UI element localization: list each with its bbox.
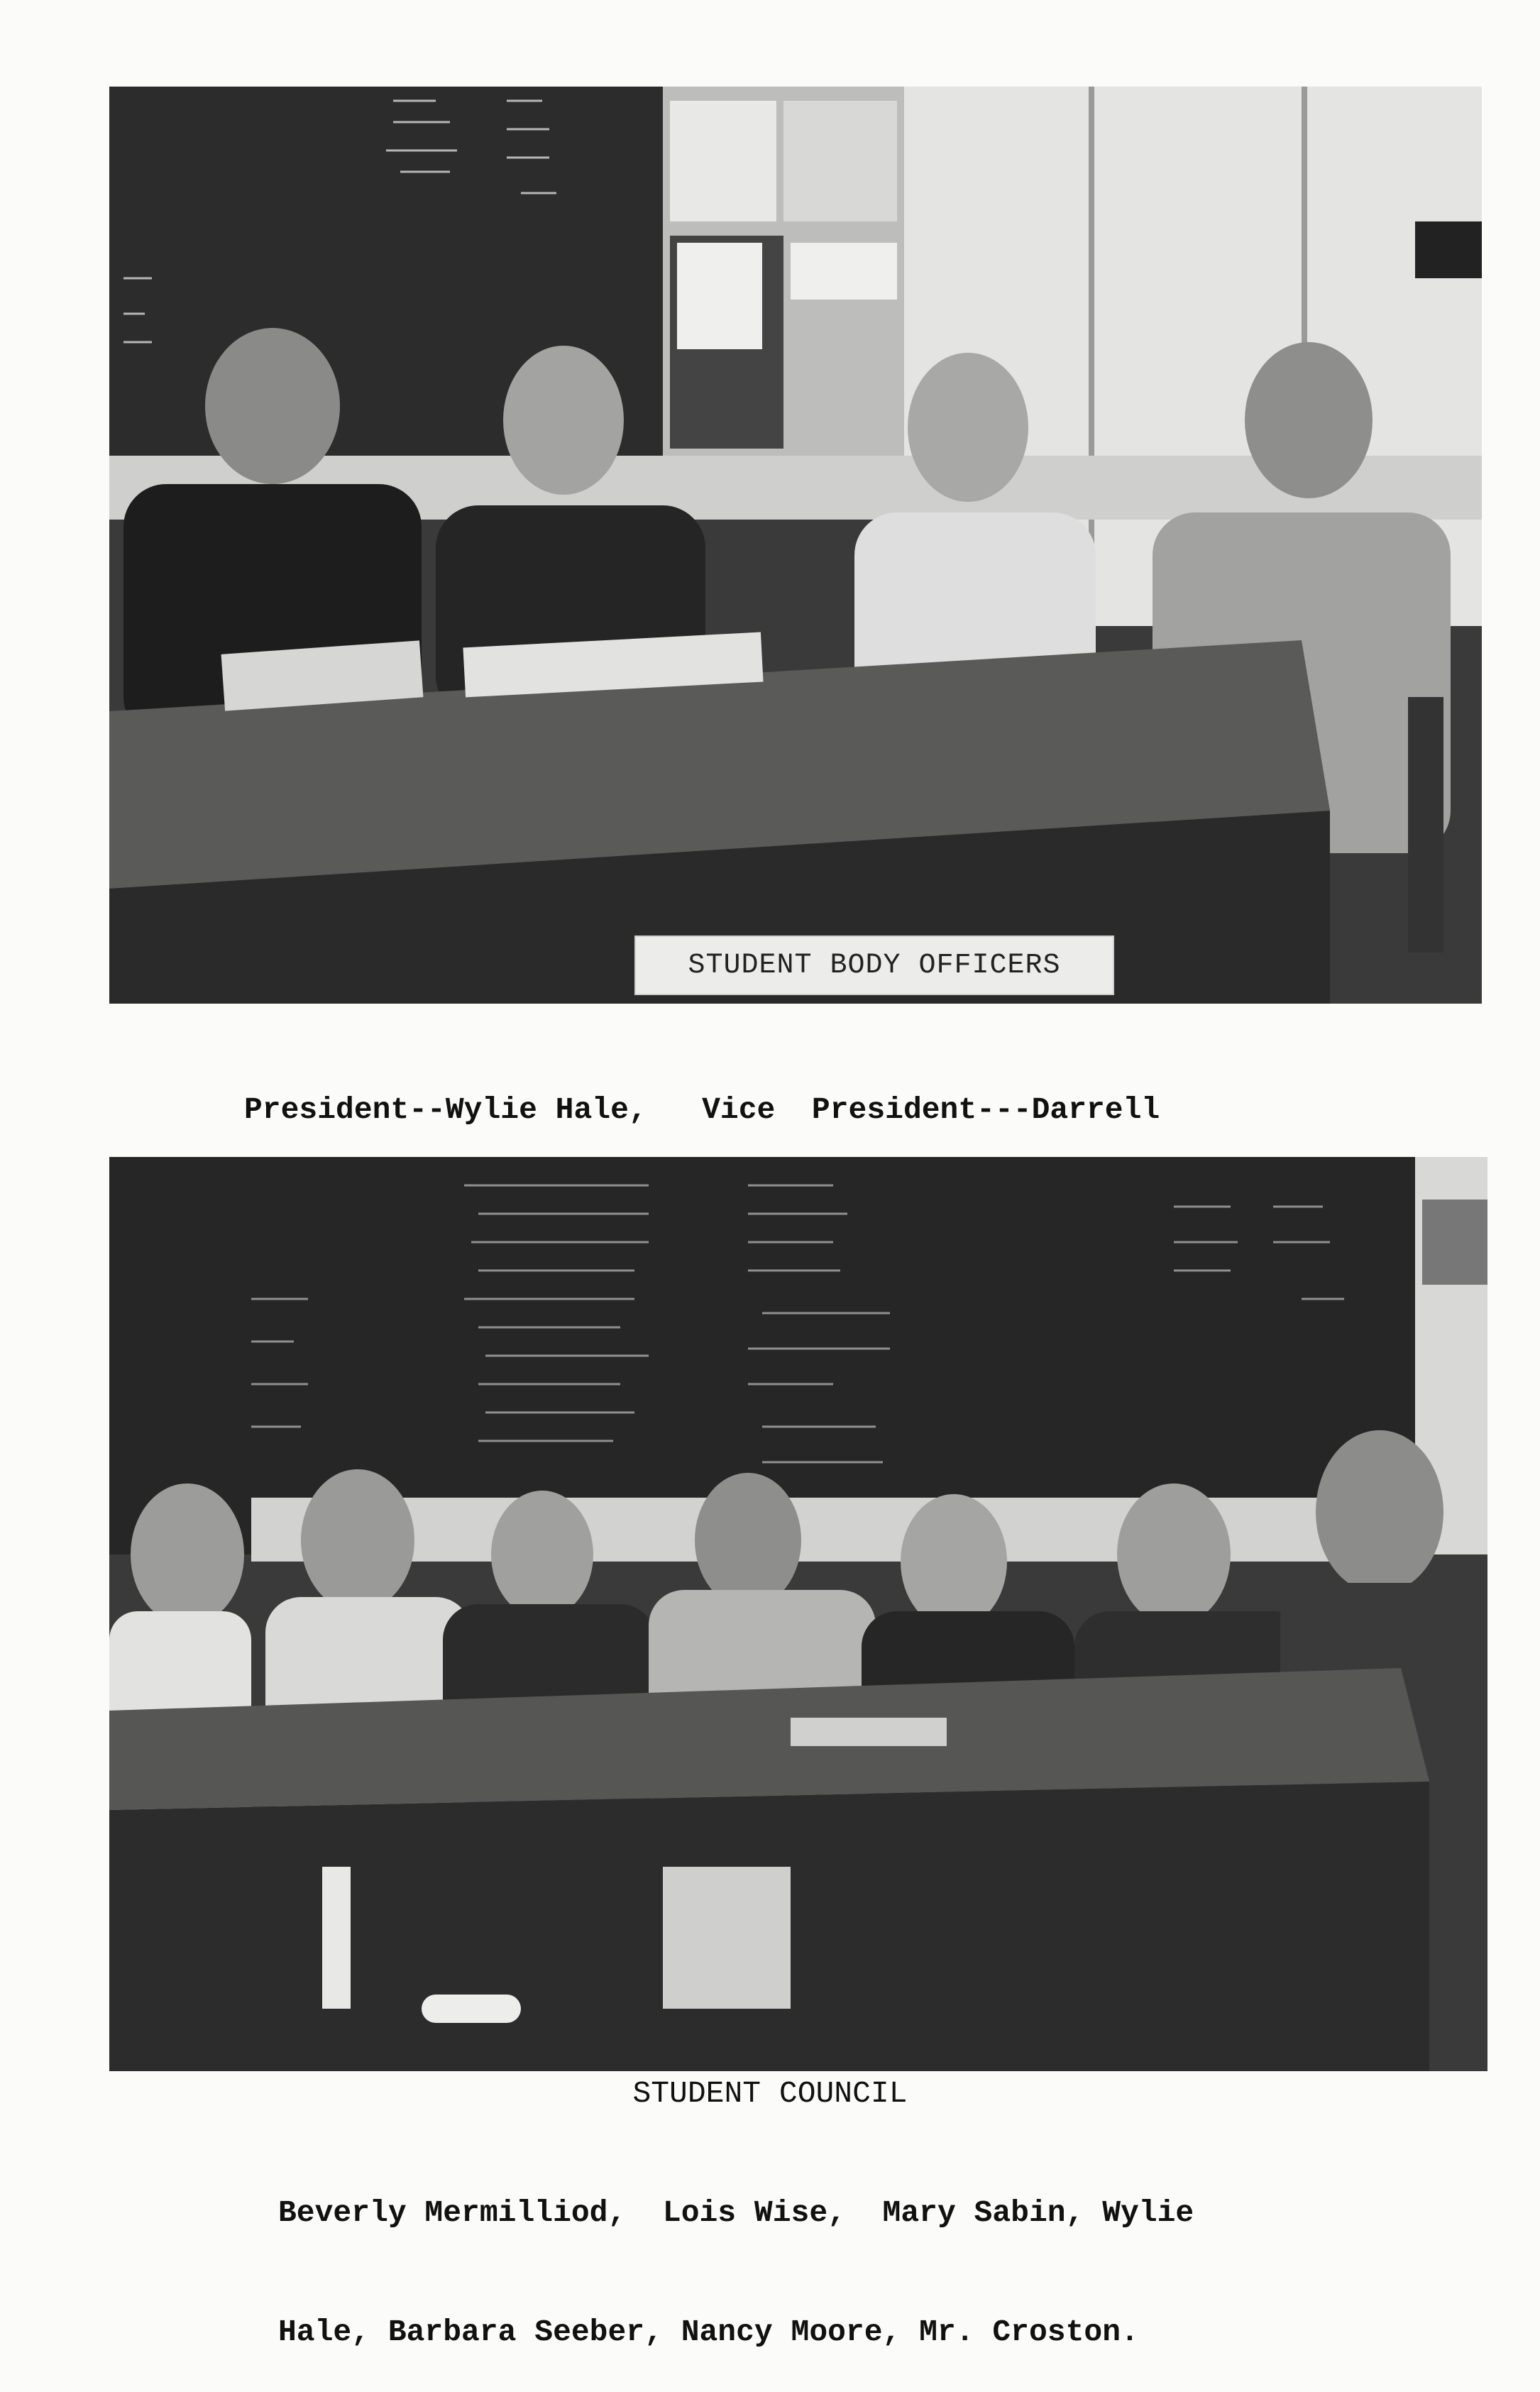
student-council-photo (109, 1157, 1487, 2071)
council-caption-line: Hale, Barbara Seeber, Nancy Moore, Mr. Croston. (278, 2315, 1139, 2349)
officers-photo-illustration (109, 87, 1482, 1004)
student-body-officers-label: STUDENT BODY OFFICERS (634, 936, 1114, 995)
council-caption-line: Beverly Mermilliod, Lois Wise, Mary Sabin, Wylie (278, 2195, 1194, 2230)
officers-caption-line: President--Wylie Hale, Vice President---Darrell (244, 1092, 1160, 1127)
student-body-officers-photo (109, 87, 1482, 1004)
council-photo-illustration (109, 1157, 1487, 2071)
council-caption (278, 2114, 1385, 2392)
student-council-title: STUDENT COUNCIL (632, 2076, 908, 2111)
